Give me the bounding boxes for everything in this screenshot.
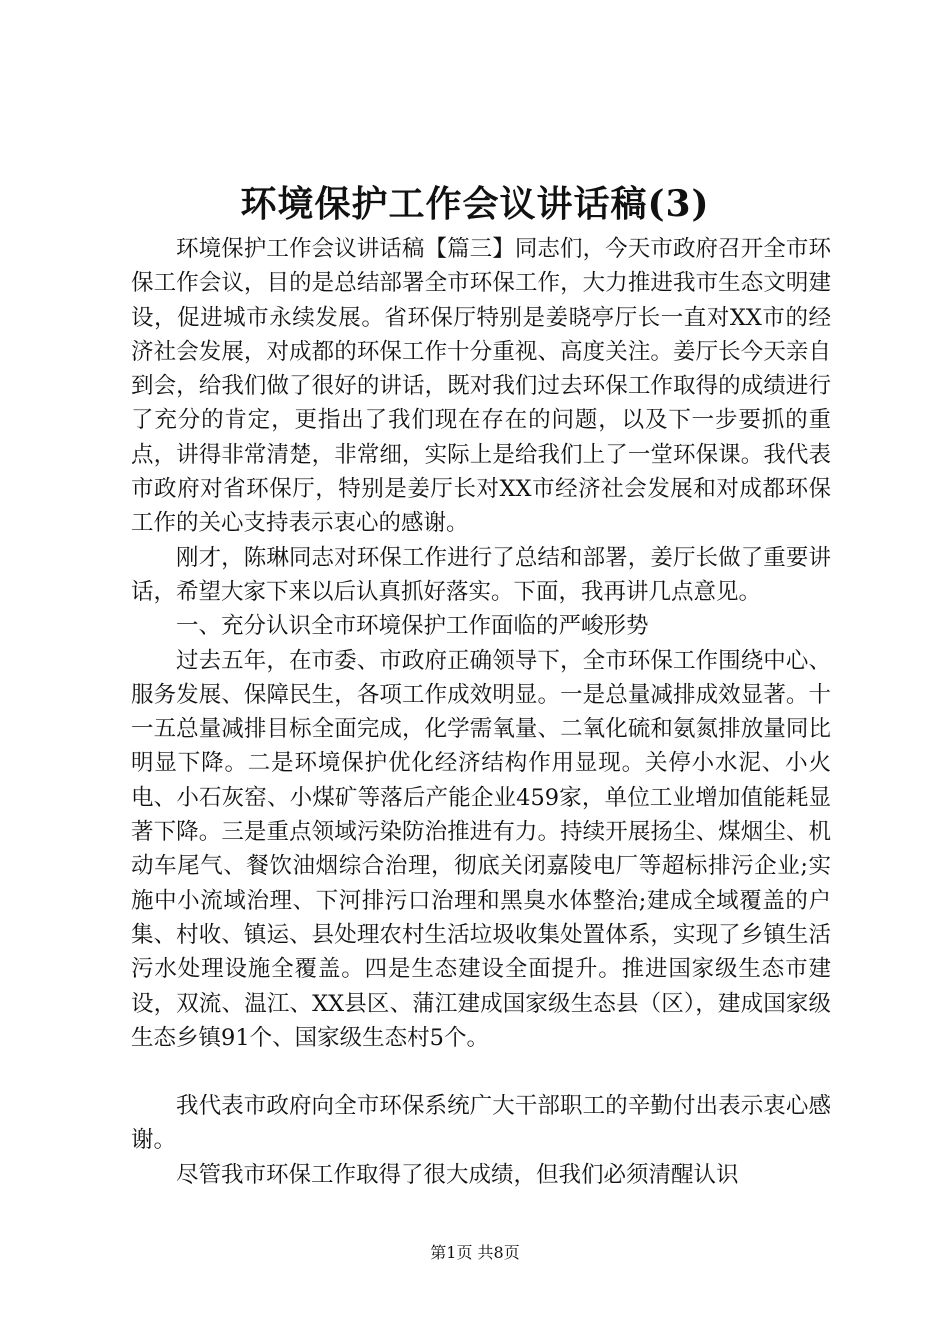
page-number: 第1页 共8页 — [430, 1243, 520, 1262]
document-body — [131, 232, 831, 1192]
section-heading: 一、充分认识全市环境保护工作面临的严峻形势 — [176, 613, 649, 640]
paragraph-continuation: 尽管我市环保工作取得了很大成绩，但我们必须清醒认识 — [176, 1161, 739, 1188]
paragraph-gap — [131, 1055, 831, 1089]
paragraph-thanks: 我代表市政府向全市环保系统广大干部职工的辛勤付出表示衷心感谢。 — [131, 1093, 831, 1154]
paragraph-remarks: 刚才，陈琳同志对环保工作进行了总结和部署，姜厅长做了重要讲话，希望大家下来以后认真抓好落实。下面，我再讲几点意见。 — [131, 544, 831, 605]
paragraph-intro: 环境保护工作会议讲话稿【篇三】同志们，今天市政府召开全市环保工作会议，目的是总结部署全市环保工作，大力推进我市生态文明建设，促进城市永续发展。省环保厅特别是姜晓亭厅长一直对XX市的经济社会发展，对成都的环保工作十分重视、高度关注。姜厅长今天亲自到会，给我们做了很好的讲话，既对我们过去环保工作取得的成绩进行了充分的肯定，更指出了我们现在存在的问题，以及下一步要抓的重点，讲得非常清楚，非常细，实际上是给我们上了一堂环保课。我代表市政府对省环保厅，特别是姜厅长对XX市经济社会发展和对成都环保工作的关心支持表示衷心的感谢。 — [131, 236, 831, 537]
page-title: 环境保护工作会议讲话稿(3) — [240, 183, 710, 225]
paragraph-achievements: 过去五年，在市委、市政府正确领导下，全市环保工作围绕中心、服务发展、保障民生，各项工作成效明显。一是总量减排成效显著。十一五总量减排目标全面完成，化学需氧量、二氧化硫和氨氮排放量同比明显下降。二是环境保护优化经济结构作用显现。关停小水泥、小火电、小石灰窑、小煤矿等落后产能企业459家，单位工业增加值能耗显著下降。三是重点领域污染防治推进有力。持续开展扬尘、煤烟尘、机动车尾气、餐饮油烟综合治理，彻底关闭嘉陵电厂等超标排污企业;实施中小流域治理、下河排污口治理和黑臭水体整治;建成全域覆盖的户集、村收、镇运、县处理农村生活垃圾收集处置体系，实现了乡镇生活污水处理设施全覆盖。四是生态建设全面提升。推进国家级生态市建设，双流、温江、XX县区、蒲江建成国家级生态县（区），建成国家级生态乡镇91个、国家级生态村5个。 — [131, 647, 831, 1051]
